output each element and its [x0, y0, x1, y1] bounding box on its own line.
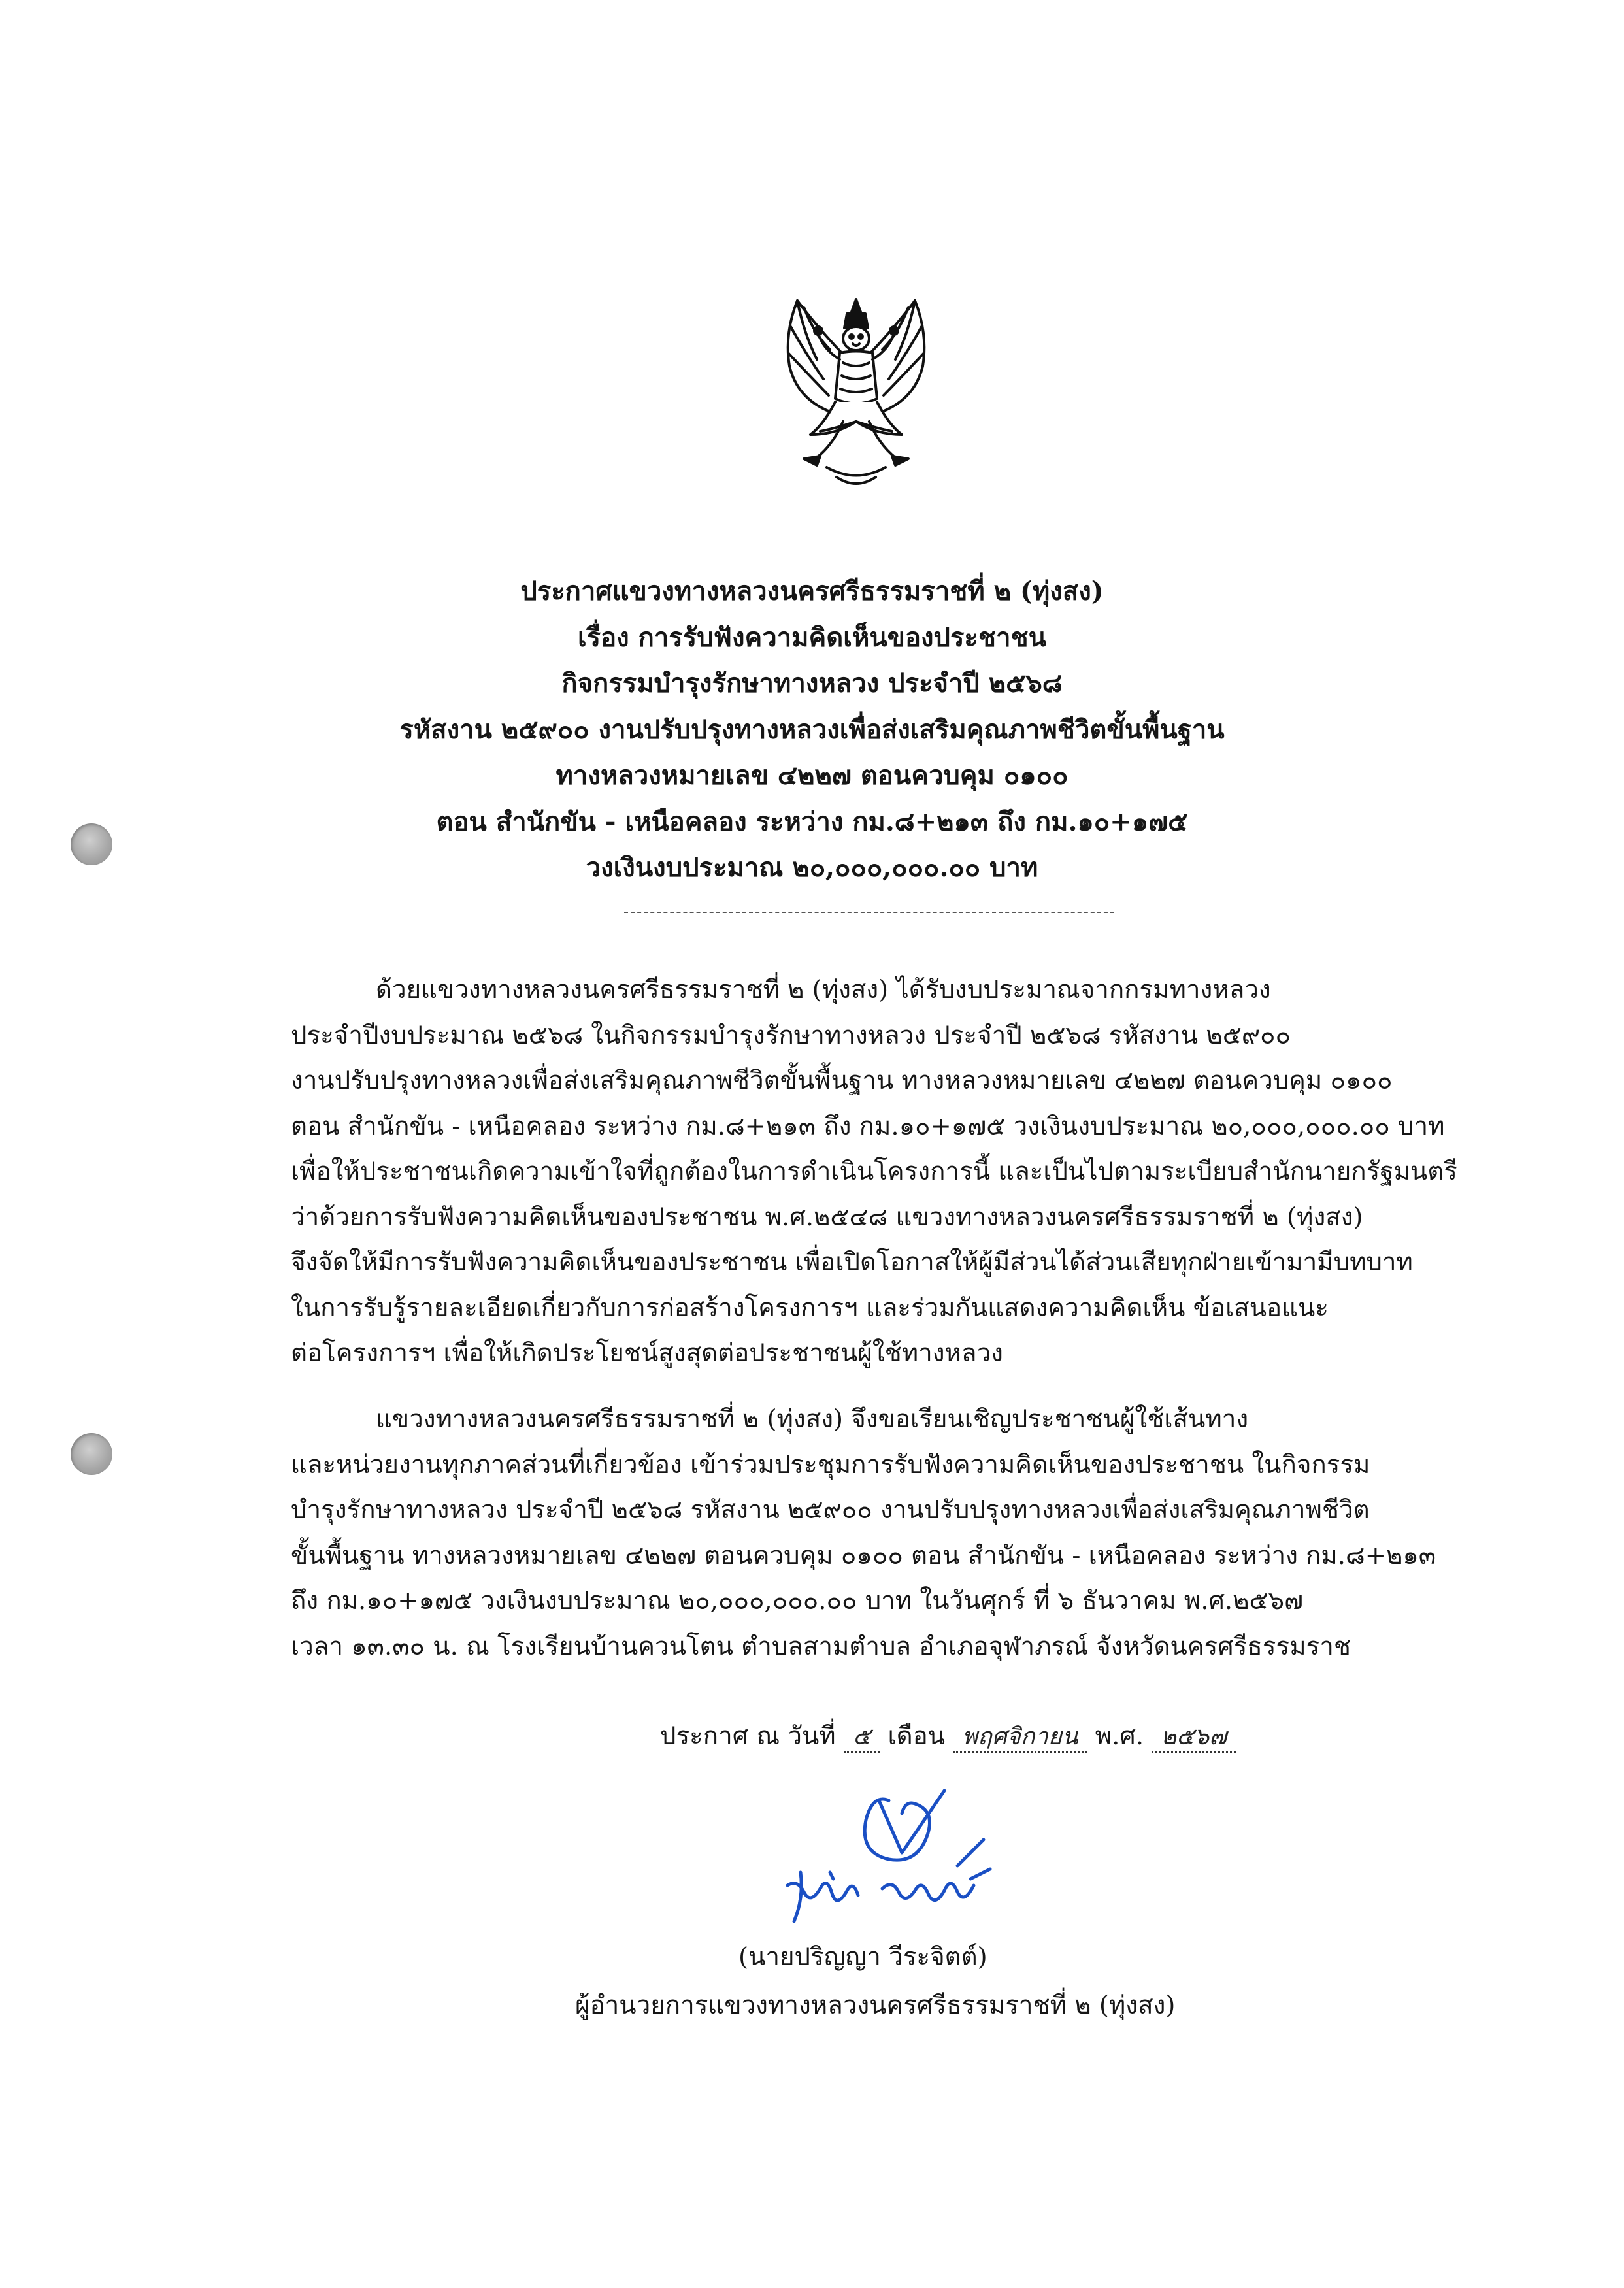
signer-position: ผู้อำนวยการแขวงทางหลวงนครศรีธรรมราชที่ ๒ (ทุ่งสง) — [575, 1991, 1176, 2020]
punch-hole — [71, 823, 112, 865]
heading-highway-number: ทางหลวงหมายเลข ๔๒๒๗ ตอนควบคุม ๐๑๐๐ — [555, 760, 1069, 791]
date-month-label: เดือน — [887, 1721, 946, 1751]
paragraph-line: บำรุงรักษาทางหลวง ประจำปี ๒๕๖๘ รหัสงาน ๒๕๙๐๐ งานปรับปรุงทางหลวงเพื่อส่งเสริมคุณภาพชีวิต — [291, 1495, 1370, 1525]
paragraph-2 — [291, 1397, 1461, 1669]
date-year: ๒๕๖๗ — [1152, 1723, 1236, 1753]
announcement-date — [660, 1716, 1236, 1755]
announcement-heading — [327, 569, 1297, 891]
heading-budget: วงเงินงบประมาณ ๒๐,๐๐๐,๐๐๐.๐๐ บาท — [586, 852, 1038, 883]
paragraph-1 — [291, 967, 1461, 1376]
paragraph-line: จึงจัดให้มีการรับฟังความคิดเห็นของประชาชน เพื่อเปิดโอกาสให้ผู้มีส่วนได้ส่วนเสียทุกฝ่ายเข้ามามีบทบาท — [291, 1248, 1413, 1277]
paragraph-line: และหน่วยงานทุกภาคส่วนที่เกี่ยวข้อง เข้าร่วมประชุมการรับฟังความคิดเห็นของประชาชน ในกิจกรรม — [291, 1450, 1370, 1480]
paragraph-line: ตอน สำนักขัน - เหนือคลอง ระหว่าง กม.๘+๒๑๓ ถึง กม.๑๐+๑๗๕ วงเงินงบประมาณ ๒๐,๐๐๐,๐๐๐.๐๐ บาท — [291, 1111, 1445, 1141]
paragraph-line: ในการรับรู้รายละเอียดเกี่ยวกับการก่อสร้างโครงการฯ และร่วมกันแสดงความคิดเห็น ข้อเสนอแนะ — [291, 1293, 1329, 1323]
date-prefix: ประกาศ ณ วันที่ — [660, 1721, 836, 1751]
date-day: ๕ — [844, 1723, 880, 1753]
paragraph-line: แขวงทางหลวงนครศรีธรรมราชที่ ๒ (ทุ่งสง) จึงขอเรียนเชิญประชาชนผู้ใช้เส้นทาง — [376, 1404, 1249, 1434]
heading-separator — [624, 912, 1114, 913]
punch-hole — [71, 1433, 112, 1475]
garuda-emblem-icon — [758, 288, 954, 497]
signer-name: (นายปริญญา วีระจิตต์) — [738, 1942, 987, 1972]
paragraph-line: ขั้นพื้นฐาน ทางหลวงหมายเลข ๔๒๒๗ ตอนควบคุม ๐๑๐๐ ตอน สำนักขัน - เหนือคลอง ระหว่าง กม.๘+๒๑๓ — [291, 1540, 1436, 1570]
heading-title: ประกาศแขวงทางหลวงนครศรีธรรมราชที่ ๒ (ทุ่งสง) — [520, 576, 1104, 606]
paragraph-line: งานปรับปรุงทางหลวงเพื่อส่งเสริมคุณภาพชีวิตขั้นพื้นฐาน ทางหลวงหมายเลข ๔๒๒๗ ตอนควบคุม ๐๑๐๐ — [291, 1066, 1393, 1095]
paragraph-line: ว่าด้วยการรับฟังความคิดเห็นของประชาชน พ.ศ.๒๕๔๘ แขวงทางหลวงนครศรีธรรมราชที่ ๒ (ทุ่งสง) — [291, 1202, 1363, 1232]
paragraph-line: ต่อโครงการฯ เพื่อให้เกิดประโยชน์สูงสุดต่อประชาชนผู้ใช้ทางหลวง — [291, 1338, 1003, 1368]
paragraph-line: ด้วยแขวงทางหลวงนครศรีธรรมราชที่ ๒ (ทุ่งสง) ได้รับงบประมาณจากกรมทางหลวง — [376, 975, 1271, 1004]
date-year-label: พ.ศ. — [1095, 1721, 1144, 1751]
heading-activity: กิจกรรมบำรุงรักษาทางหลวง ประจำปี ๒๕๖๘ — [561, 668, 1063, 699]
paragraph-line: ถึง กม.๑๐+๑๗๕ วงเงินงบประมาณ ๒๐,๐๐๐,๐๐๐.๐๐ บาท ในวันศุกร์ ที่ ๖ ธันวาคม พ.ศ.๒๕๖๗ — [291, 1586, 1304, 1616]
paragraph-line: เวลา ๑๓.๓๐ น. ณ โรงเรียนบ้านควนโตน ตำบลสามตำบล อำเภอจุฬาภรณ์ จังหวัดนครศรีธรรมราช — [291, 1631, 1351, 1661]
heading-section: ตอน สำนักขัน - เหนือคลอง ระหว่าง กม.๘+๒๑๓ ถึง กม.๑๐+๑๗๕ — [436, 806, 1188, 837]
paragraph-line: ประจำปีงบประมาณ ๒๕๖๘ ในกิจกรรมบำรุงรักษาทางหลวง ประจำปี ๒๕๖๘ รหัสงาน ๒๕๙๐๐ — [291, 1020, 1291, 1050]
paragraph-line: เพื่อให้ประชาชนเกิดความเข้าใจที่ถูกต้องในการดำเนินโครงการนี้ และเป็นไปตามระเบียบสำนักนายกรัฐมนตรี — [291, 1157, 1457, 1186]
handwritten-signature — [774, 1781, 1016, 1931]
heading-work-code: รหัสงาน ๒๕๙๐๐ งานปรับปรุงทางหลวงเพื่อส่งเสริมคุณภาพชีวิตขั้นพื้นฐาน — [399, 714, 1225, 745]
date-month: พฤศจิกายน — [953, 1723, 1087, 1753]
heading-subject: เรื่อง การรับฟังความคิดเห็นของประชาชน — [577, 622, 1047, 653]
